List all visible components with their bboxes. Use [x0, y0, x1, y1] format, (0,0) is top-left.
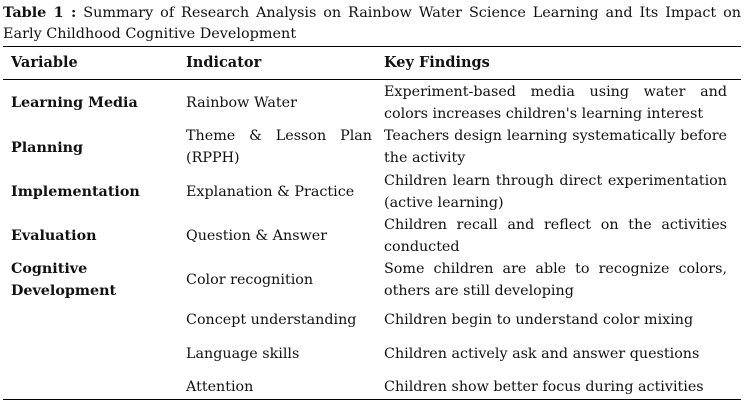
table-row-indicator: Color recognition — [186, 272, 314, 288]
table-row-indicator: Attention — [186, 379, 254, 395]
table-caption-text: Summary of Research Analysis on Rainbow Water Science Learning and Its Impact on Early Childhood Cognitive Development — [3, 5, 742, 42]
table-row-findings: Children recall and reflect on the activities conducted — [384, 217, 727, 255]
table-row-variable: Learning Media — [11, 95, 138, 111]
table-row-variable: Planning — [11, 140, 84, 156]
table-row-variable: Evaluation — [11, 228, 97, 244]
table-row-indicator: Concept understanding — [186, 312, 357, 328]
table-row-findings: Children show better focus during activities — [384, 379, 704, 395]
table-row-variable: Cognitive Development — [11, 261, 117, 299]
table-row-variable: Implementation — [11, 184, 140, 200]
table-caption — [3, 2, 741, 45]
table-row-findings: Some children are able to recognize colors, others are still developing — [384, 261, 727, 299]
table-row-indicator: Language skills — [186, 346, 300, 362]
table-row-findings: Children actively ask and answer questions — [384, 346, 700, 362]
column-header-key-findings: Key Findings — [384, 54, 490, 71]
table-row-indicator: Explanation & Practice — [186, 184, 355, 200]
table-row-indicator: Question & Answer — [186, 228, 328, 244]
table-row-indicator: Rainbow Water — [186, 95, 297, 111]
table-row-findings: Experiment-based media using water and colors increases children's learning interest — [384, 84, 727, 122]
table-caption-label: Table 1 : — [3, 4, 77, 21]
column-header-indicator: Indicator — [186, 54, 262, 71]
table-row-indicator: Theme & Lesson Plan (RPPH) — [186, 128, 372, 166]
column-header-variable: Variable — [11, 54, 78, 71]
table-row-findings: Children learn through direct experimentation (active learning) — [384, 173, 727, 211]
table-top-rule — [3, 46, 741, 47]
table-row-findings: Children begin to understand color mixing — [384, 312, 694, 328]
table-row-findings: Teachers design learning systematically before the activity — [384, 128, 727, 166]
table-header-rule — [3, 79, 741, 80]
